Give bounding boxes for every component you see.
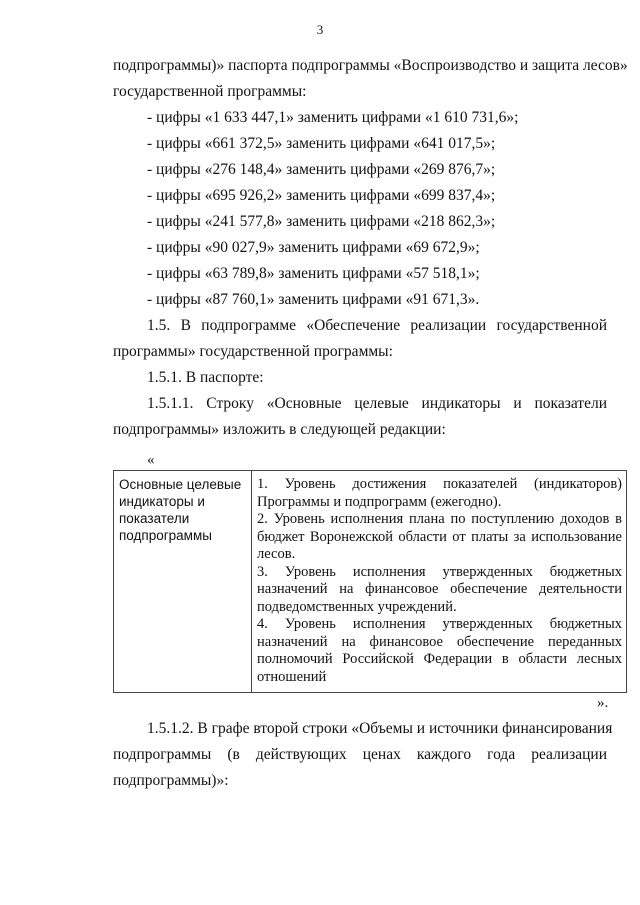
section-1-5-1-2-line-1: 1.5.1.2. В графе второй строки «Объемы и источники финансирования: [147, 720, 613, 737]
opening-quote: «: [147, 452, 155, 468]
indicators-table: [113, 470, 627, 693]
replacement-item: - цифры «90 027,9» заменить цифрами «69 672,9»;: [147, 239, 480, 256]
body-line-2: государственной программы:: [113, 83, 307, 100]
indicator-item: 2. Уровень исполнения плана по поступлению доходов в бюджет Воронежской области от платы за использование лесов.: [257, 511, 622, 562]
section-1-5-1: 1.5.1. В паспорте:: [147, 369, 264, 386]
closing-quote: ».: [597, 695, 609, 711]
replacement-item: - цифры «87 760,1» заменить цифрами «91 671,3».: [147, 291, 480, 308]
table-row: [114, 471, 627, 693]
section-1-5-line-2: программы» государственной программы:: [113, 343, 393, 360]
replacement-item: - цифры «63 789,8» заменить цифрами «57 518,1»;: [147, 265, 480, 282]
section-1-5-1-2-line-3: подпрограммы)»:: [113, 772, 229, 789]
replacement-item: - цифры «1 633 447,1» заменить цифрами «1 610 731,6»;: [147, 109, 519, 126]
replacement-item: - цифры «695 926,2» заменить цифрами «699 837,4»;: [147, 187, 496, 204]
indicator-item: 3. Уровень исполнения утвержденных бюджетных назначений на финансовое обеспечение деятельности подведомственных учреждений.: [257, 563, 622, 615]
replacement-item: - цифры «276 148,4» заменить цифрами «269 876,7»;: [147, 161, 496, 178]
table-left-cell: Основные целевые индикаторы и показатели подпрограммы: [114, 471, 252, 693]
section-1-5-1-1-line-2: подпрограммы» изложить в следующей редакции:: [113, 421, 446, 438]
section-1-5-line-1: 1.5. В подпрограмме «Обеспечение реализации государственной: [147, 317, 607, 334]
replacement-item: - цифры «241 577,8» заменить цифрами «218 862,3»;: [147, 213, 496, 230]
section-1-5-1-1-line-1: 1.5.1.1. Строку «Основные целевые индикаторы и показатели: [147, 395, 607, 412]
body-line-1: подпрограммы)» паспорта подпрограммы «Воспроизводство и защита лесов»: [113, 57, 628, 74]
section-1-5-1-2-line-2: подпрограммы (в действующих ценах каждого года реализации: [113, 746, 607, 763]
table-right-cell: [252, 471, 627, 693]
replacement-item: - цифры «661 372,5» заменить цифрами «641 017,5»;: [147, 135, 496, 152]
indicator-item: 4. Уровень исполнения утвержденных бюджетных назначений на финансовое обеспечение переданных полномочий Российской Федерации в области лесных отношений: [257, 616, 622, 685]
page-number: 3: [316, 22, 324, 37]
indicator-item: 1. Уровень достижения показателей (индикаторов) Программы и подпрограмм (ежегодно).: [257, 476, 622, 510]
